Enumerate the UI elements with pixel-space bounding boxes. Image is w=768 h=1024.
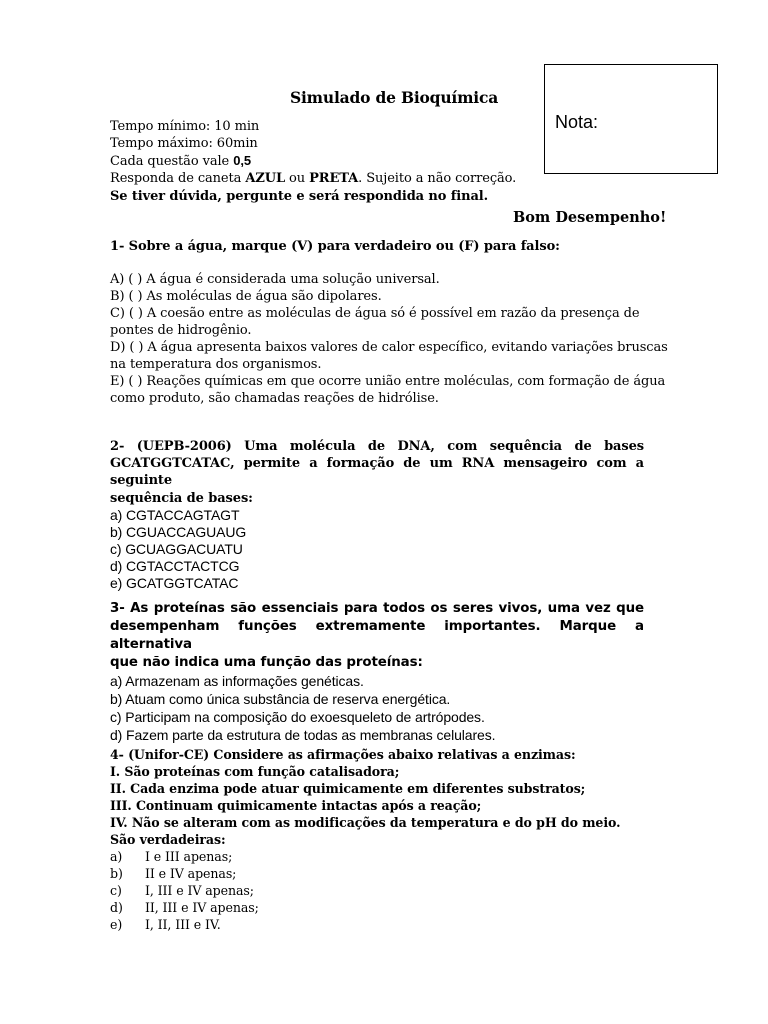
- statement-1: I. São proteínas com função catalisadora;: [110, 764, 400, 779]
- option-text: I, II, III e IV.: [145, 917, 221, 932]
- option-letter: d): [110, 900, 123, 915]
- option-a: A) ( ) A água é considerada uma solução universal.: [110, 272, 440, 287]
- option-b: b) CGUACCAGUAUG: [110, 523, 247, 540]
- option-letter: a): [110, 849, 123, 864]
- option-e: [110, 916, 644, 933]
- question-4-stem: 4- (Unifor-CE) Considere as afirmações abaixo relativas a enzimas:: [110, 747, 576, 762]
- option-b: b) Atuam como única substância de reserva energética.: [110, 691, 451, 707]
- option-e-cont: como produto, são chamadas reações de hidrólise.: [110, 391, 439, 406]
- option-a: a) CGTACCAGTAGT: [110, 506, 240, 523]
- true-statements-prompt: São verdadeiras:: [110, 832, 226, 847]
- option-c-cont: pontes de hidrogênio.: [110, 323, 252, 338]
- question-3-stem-line2: desempenham funções extremamente importantes. Marque a alternativa: [110, 619, 644, 652]
- option-text: II, III e IV apenas;: [145, 900, 259, 915]
- option-a: a) Armazenam as informações genéticas.: [110, 673, 364, 689]
- option-a: [110, 848, 644, 865]
- option-text: I e III apenas;: [145, 849, 233, 864]
- question-3: [110, 600, 644, 744]
- question-value-line: [110, 152, 251, 170]
- grade-box: [544, 64, 718, 174]
- option-b: B) ( ) As moléculas de água são dipolares.: [110, 289, 382, 304]
- option-letter: c): [110, 883, 122, 898]
- question-4: [110, 746, 644, 933]
- question-2-stem-line1: 2- (UEPB-2006) Uma molécula de DNA, com sequência de bases: [110, 439, 644, 454]
- question-2-stem-line2: GCATGGTCATAC, permite a formação de um RNA mensageiro com a seguinte: [110, 456, 644, 489]
- option-text: I, III e IV apenas;: [145, 883, 254, 898]
- statement-2: II. Cada enzima pode atuar quimicamente em diferentes substratos;: [110, 781, 586, 796]
- option-b: [110, 865, 644, 882]
- question-1: [110, 238, 668, 407]
- pen-color-blue: AZUL: [245, 171, 285, 186]
- pen-instruction-part1: Responda de caneta: [110, 171, 246, 186]
- question-3-stem-line1: 3- As proteínas são essenciais para todos os seres vivos, uma vez que: [110, 601, 644, 616]
- option-d: D) ( ) A água apresenta baixos valores de calor específico, evitando variações bruscas: [110, 340, 668, 355]
- doubt-instruction: Se tiver dúvida, pergunte e será respondida no final.: [110, 189, 489, 204]
- page-title: Simulado de Bioquímica: [290, 88, 499, 107]
- option-letter: b): [110, 866, 123, 881]
- option-text: II e IV apenas;: [145, 866, 237, 881]
- question-3-stem-line3: que não indica uma função das proteínas:: [110, 655, 423, 670]
- option-c: C) ( ) A coesão entre as moléculas de água só é possível em razão da presença de: [110, 306, 640, 321]
- question-2-stem-line3: sequência de bases:: [110, 490, 253, 506]
- pen-instruction-part2: . Sujeito a não correção.: [358, 171, 517, 186]
- option-c: c) GCUAGGACUATU: [110, 540, 243, 557]
- option-e: e) GCATGGTCATAC: [110, 574, 239, 591]
- question-value: 0,5: [233, 153, 251, 168]
- statement-3: III. Continuam quimicamente intactas após a reação;: [110, 798, 482, 813]
- question-value-prefix: Cada questão vale: [110, 154, 234, 169]
- question-2: [110, 438, 644, 592]
- option-d: d) Fazem parte da estrutura de todas as membranas celulares.: [110, 727, 496, 743]
- max-time: Tempo máximo: 60min: [110, 136, 258, 151]
- option-d: d) CGTACCTACTCG: [110, 557, 240, 574]
- option-d-cont: na temperatura dos organismos.: [110, 357, 322, 372]
- pen-instruction-or: ou: [285, 171, 310, 186]
- question-1-stem: 1- Sobre a água, marque (V) para verdadeiro ou (F) para falso:: [110, 239, 560, 254]
- option-e: E) ( ) Reações químicas em que ocorre união entre moléculas, com formação de água: [110, 374, 666, 389]
- pen-color-black: PRETA: [309, 171, 359, 186]
- statement-4: IV. Não se alteram com as modificações da temperatura e do pH do meio.: [110, 815, 621, 830]
- option-d: [110, 899, 644, 916]
- min-time: Tempo mínimo: 10 min: [110, 119, 260, 134]
- pen-instruction: [110, 170, 516, 187]
- option-letter: e): [110, 917, 123, 932]
- option-c: [110, 882, 644, 899]
- option-c: c) Participam na composição do exoesqueleto de artrópodes.: [110, 709, 485, 725]
- good-luck: Bom Desempenho!: [513, 209, 667, 226]
- grade-label: Nota:: [555, 112, 599, 132]
